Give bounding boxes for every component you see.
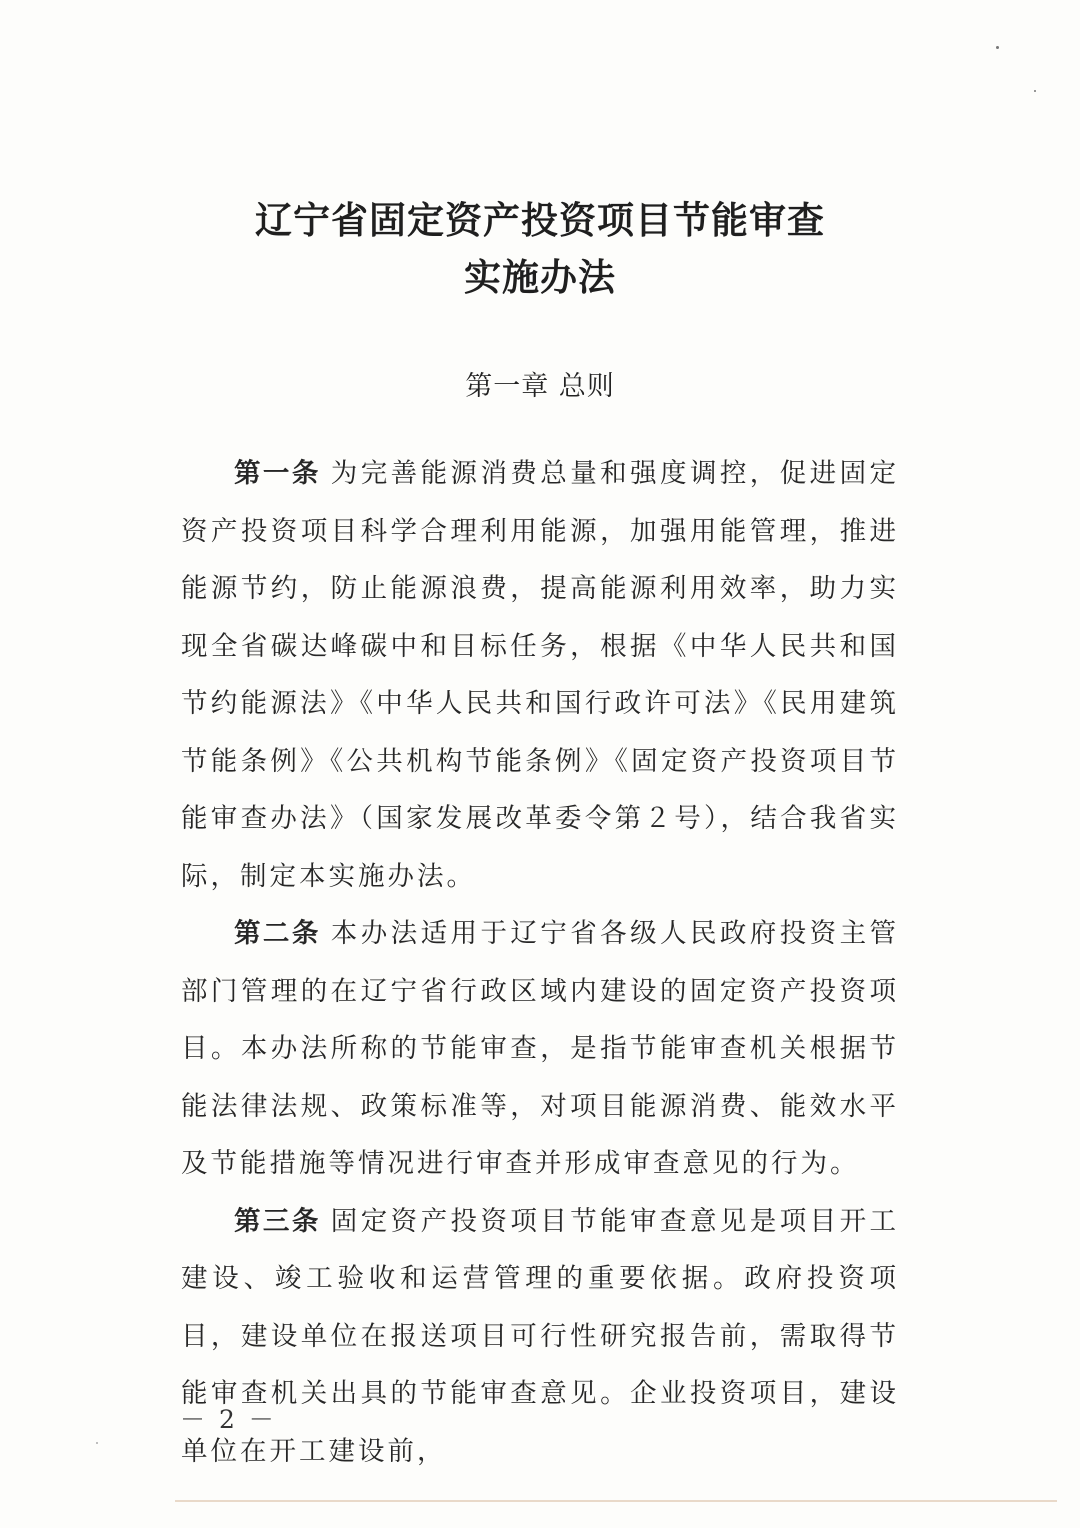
- scan-speck: [1034, 90, 1036, 92]
- article-label: 第一条: [234, 458, 321, 489]
- article-paragraph: [181, 445, 899, 905]
- article-paragraph: [181, 905, 899, 1193]
- document-title-line-1: 辽宁省固定资产投资项目节能审查: [255, 198, 825, 242]
- scan-speck: [996, 46, 999, 49]
- article-text: 本办法适用于辽宁省各级人民政府投资主管部门管理的在辽宁省行政区域内建设的固定资产投资项目。本办法所称的节能审查，是指节能审查机关根据节能法律法规、政策标准等，对项目能源消费、能效水平及节能措施等情况进行审查并形成审查意见的行为。: [181, 918, 900, 1179]
- article-paragraph: [181, 1193, 899, 1481]
- scan-edge-line: [175, 1500, 1057, 1502]
- scan-speck: [96, 1442, 98, 1444]
- chapter-heading: 第一章 总则: [465, 371, 615, 402]
- article-label: 第三条: [234, 1205, 321, 1237]
- document-title-line-2: 实施办法: [464, 255, 616, 299]
- article-text: 固定资产投资项目节能审查意见是项目开工建设、竣工验收和运营管理的重要依据。政府投资项目，建设单位在报送项目可行性研究报告前，需取得节能审查机关出具的节能审查意见。企业投资项目，建设单位在开工建设前，: [181, 1205, 900, 1467]
- page-number: － 2 －: [180, 1405, 277, 1434]
- article-label: 第二条: [234, 918, 321, 949]
- document-body: [181, 445, 899, 1480]
- article-text: 为完善能源消费总量和强度调控，促进固定资产投资项目科学合理利用能源，加强用能管理，推进能源节约，防止能源浪费，提高能源利用效率，助力实现全省碳达峰碳中和目标任务，根据《中华人民共和国节约能源法》《中华人民共和国行政许可法》《民用建筑节能条例》《公共机构节能条例》《固定资产投资项目节能审查办法》（国家发展改革委令第２号），结合我省实际，制定本实施办法。: [181, 458, 900, 892]
